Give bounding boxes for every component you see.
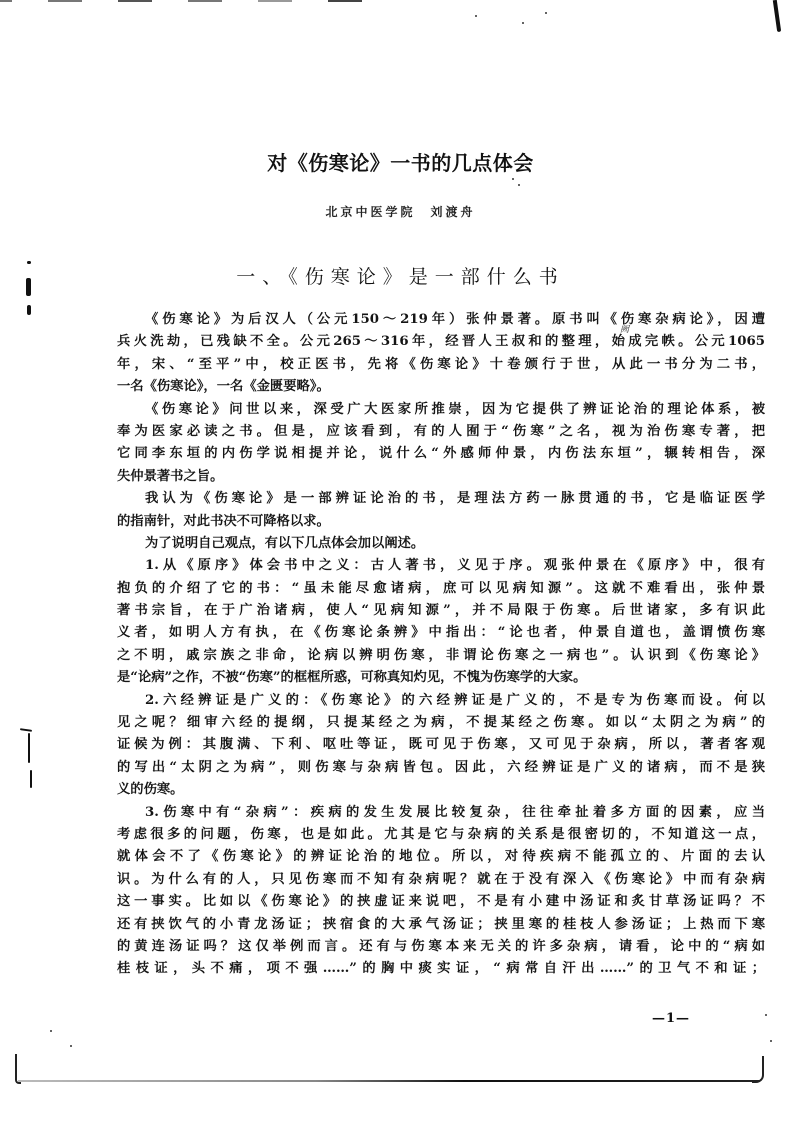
margin-mark	[20, 728, 32, 732]
text-line: 义者，如明人方有执，在《伤寒论条辨》中指出：“论也者，仲景自道也，盖谓愤伤寒	[117, 625, 765, 641]
section-heading: 一、《伤寒论》是一部什么书	[236, 266, 565, 288]
text-line: 见之呢？细审六经的提纲，只提某经之为病，不提某经之伤寒。如以“太阴之为病”的	[117, 715, 765, 731]
text-line: 考虑很多的问题，伤寒，也是如此。尤其是它与杂病的关系是很密切的，不知道这一点，	[117, 826, 765, 842]
text-line: 《伤寒论》为后汉人（公元150～219年）张仲景著。原书叫《伤寒杂病论》，因遭	[145, 312, 765, 327]
text-line: 证候为例：其腹满、下利、呕吐等证，既可见于伤寒，又可见于杂病，所以，著者客观	[117, 737, 765, 753]
scan-edge	[773, 0, 781, 32]
text-line: 3.伤寒中有“杂病”：疾病的发生发展比较复杂，往往牵扯着多方面的因素，应当	[145, 804, 765, 820]
scan-mark	[0, 0, 12, 2]
text-line: 《伤寒论》问世以来，深受广大医家所推崇，因为它提供了辨证论治的理论体系，被	[145, 401, 765, 417]
text-line: 2.六经辨证是广义的：《伤寒论》的六经辨证是广义的，不是专为伤寒而设。何以	[145, 692, 765, 708]
text-line: 就体会不了《伤寒论》的辨证论治的地位。所以，对待疾病不能孤立的、片面的去认	[117, 849, 765, 865]
author-line: 北京中医学院 刘渡舟	[325, 205, 476, 219]
scan-speck	[770, 1040, 772, 1042]
text-line: 是“论病”之作，不被“伤寒”的框框所惑，可称真知灼见，不愧为伤寒学的大家。	[117, 670, 587, 686]
scan-speck	[545, 12, 547, 14]
text-line: 它同李东垣的内伤学说相提并论，说什么“外感师仲景，内伤法东垣”，辗转相告，深	[117, 446, 765, 462]
scan-speck	[512, 178, 514, 180]
scan-mark	[118, 0, 152, 2]
text-line: 1.从《原序》体会书中之义：古人著书，义见于序。观张仲景在《原序》中，很有	[145, 558, 765, 574]
scan-mark	[188, 0, 222, 2]
text-line: 为了说明自己观点，有以下几点体会加以阐述。	[145, 535, 425, 551]
scan-mark	[328, 0, 362, 2]
text-line: 我认为《伤寒论》是一部辨证论治的书，是理法方药一脉贯通的书，它是临证医学	[145, 491, 765, 507]
margin-mark	[30, 770, 32, 788]
text-line: 兵火洗劫，已残缺不全。公元265～316年，经晋人王叔和的整理，始成完帙。公元1065	[117, 334, 765, 350]
text-line: 的黄连汤证吗？这仅举例而言。还有与伤寒本来无关的许多杂病，请看，论中的“病如	[117, 938, 765, 954]
scan-speck	[50, 1030, 52, 1032]
text-line: 失仲景著书之旨。	[117, 468, 224, 484]
scan-border	[752, 1056, 764, 1083]
scan-speck	[518, 184, 520, 186]
text-line: 识。为什么有的人，只见伤寒而不知有杂病呢？就在于没有深入《伤寒论》中而有杂病	[117, 871, 765, 887]
scan-speck	[522, 22, 524, 24]
margin-mark	[27, 305, 31, 315]
scan-speck	[70, 1045, 72, 1047]
text-line: 之不明，戚宗族之非命，论病以辨明伤寒，非谓论伤寒之一病也”。认识到《伤寒论》	[117, 647, 765, 663]
text-line: 一名《伤寒论》，一名《金匮要略》。	[117, 379, 330, 395]
text-line: 著书宗旨，在于广治诸病，使人“见病知源”，并不局限于伤寒。后世诸家，多有识此	[117, 603, 765, 619]
scan-mark	[258, 0, 292, 2]
text-line: 还有挟饮气的小青龙汤证；挟宿食的大承气汤证；挟里寒的桂枝人参汤证；上热而下寒	[117, 916, 765, 932]
text-line: 这一事实。比如以《伤寒论》的挟虚证来说吧，不是有小建中汤证和炙甘草汤证吗？不	[117, 894, 765, 910]
scan-border	[18, 1080, 760, 1082]
text-line: 义的伤寒。	[117, 782, 184, 798]
scan-speck	[740, 690, 742, 692]
text-line: 年，宋、“至平”中，校正医书，先将《伤寒论》十卷颁行于世，从此一书分为二书，	[117, 356, 765, 372]
scan-speck	[475, 15, 477, 17]
body-text	[117, 309, 765, 981]
text-line: 的写出“太阴之为病”，则伤寒与杂病皆包。因此，六经辨证是广义的诸病，而不是狭	[117, 759, 765, 775]
text-line: 的指南针，对此书决不可降格以求。	[117, 513, 330, 529]
text-line: 奉为医家必读之书。但是，应该看到，有的人囿于“伤寒”之名，视为治伤寒专著，把	[117, 423, 765, 439]
handwritten-note: 阙	[620, 325, 630, 335]
document-title: 对《伤寒论》一书的几点体会	[267, 151, 534, 175]
page-number: —1—	[652, 1011, 691, 1026]
text-line: 桂枝证，头不痛，项不强……”的胸中痰实证，“病常自汗出……”的卫气不和证；	[117, 961, 765, 977]
scan-speck	[765, 1014, 767, 1016]
text-line: 抱负的介绍了它的书：“虽未能尽愈诸病，庶可以见病知源”。这就不难看出，张仲景	[117, 580, 765, 596]
margin-mark	[28, 733, 30, 763]
scan-mark	[48, 0, 82, 2]
